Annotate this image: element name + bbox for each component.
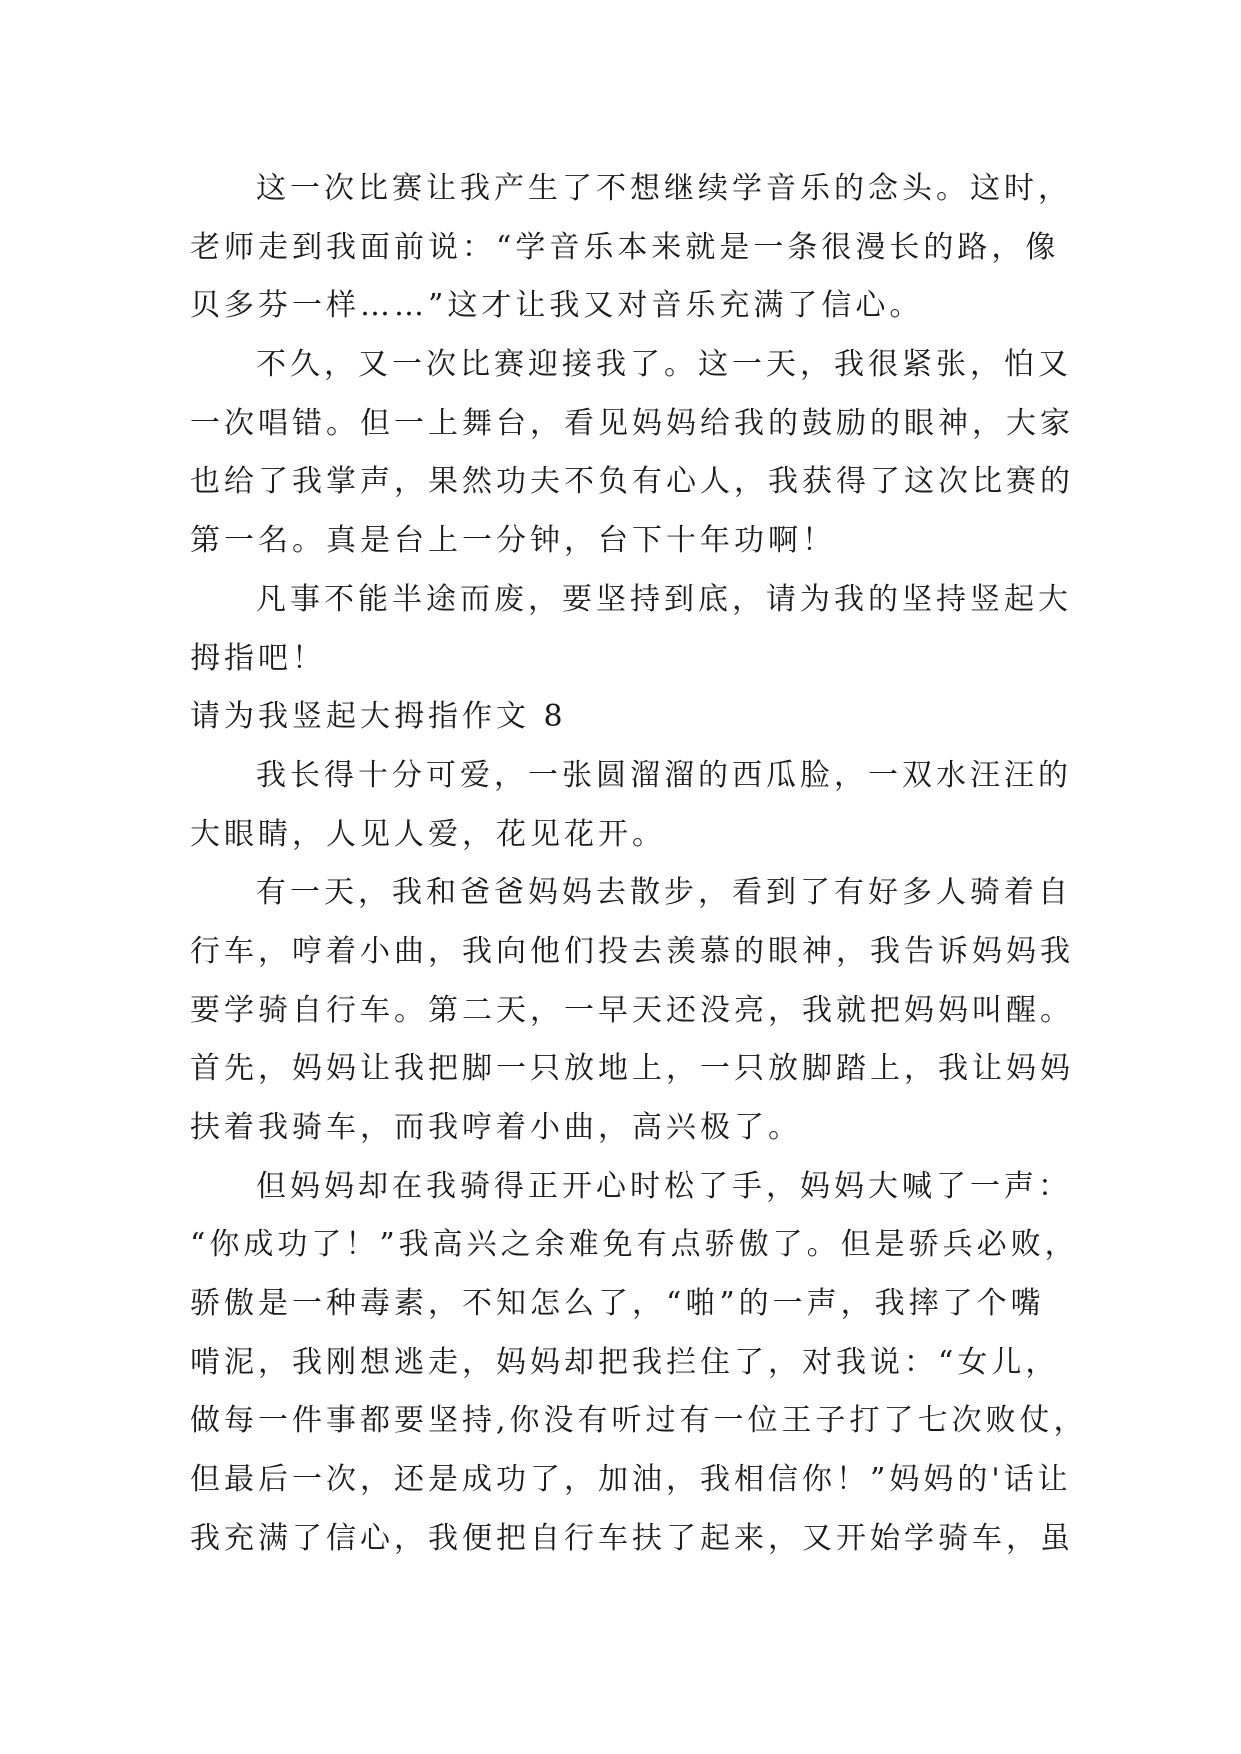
- text-line: 贝多芬一样……”这才让我又对音乐充满了信心。: [190, 288, 924, 324]
- text-line: 做每一件事都要坚持,你没有听过有一位王子打了七次败仗，: [190, 1403, 1088, 1439]
- text-line: 不久，又一次比赛迎接我了。这一天，我很紧张，怕又: [256, 347, 1072, 383]
- text-line: 大眼睛，人见人爱，花见花开。: [190, 816, 666, 852]
- text-line: 骄傲是一种毒素，不知怎么了，“啪”的一声，我摔了个嘴: [190, 1286, 1045, 1322]
- section-heading: 请为我竖起大拇指作文 8: [190, 699, 567, 735]
- text-line: 扶着我骑车，而我哼着小曲，高兴极了。: [190, 1110, 802, 1145]
- text-line: 这一次比赛让我产生了不想继续学音乐的念头。这时，: [256, 171, 1072, 206]
- text-line: 拇指吧！: [190, 640, 326, 676]
- text-line: 凡事不能半途而废，要坚持到底，请为我的坚持竖起大: [256, 581, 1072, 617]
- document-body: [190, 160, 1088, 1569]
- text-line: 一次唱错。但一上舞台，看见妈妈给我的鼓励的眼神，大家: [190, 405, 1074, 441]
- text-line: 有一天，我和爸爸妈妈去散步，看到了有好多人骑着自: [256, 875, 1072, 911]
- text-line: 我长得十分可爱，一张圆溜溜的西瓜脸，一双水汪汪的: [256, 757, 1072, 793]
- text-line: 要学骑自行车。第二天，一早天还没亮，我就把妈妈叫醒。: [190, 992, 1074, 1028]
- text-line: 第一名。真是台上一分钟，台下十年功啊！: [190, 523, 836, 559]
- text-line: “你成功了！”我高兴之余难免有点骄傲了。但是骄兵必败，: [190, 1227, 1079, 1263]
- text-line: 首先，妈妈让我把脚一只放地上，一只放脚踏上，我让妈妈: [190, 1051, 1074, 1087]
- text-line: 但妈妈却在我骑得正开心时松了手，妈妈大喊了一声：: [256, 1168, 1072, 1204]
- text-line: 啃泥，我刚想逃走，妈妈却把我拦住了，对我说：“女儿，: [190, 1344, 1060, 1380]
- text-line: 但最后一次，还是成功了，加油，我相信你！”妈妈的'话让: [190, 1462, 1072, 1498]
- text-line: 也给了我掌声，果然功夫不负有心人，我获得了这次比赛的: [190, 464, 1074, 500]
- text-line: 行车，哼着小曲，我向他们投去羡慕的眼神，我告诉妈妈我: [190, 933, 1074, 969]
- text-line: 我充满了信心，我便把自行车扶了起来，又开始学骑车，虽: [190, 1520, 1074, 1556]
- text-line: 老师走到我面前说：“学音乐本来就是一条很漫长的路，像: [190, 229, 1060, 265]
